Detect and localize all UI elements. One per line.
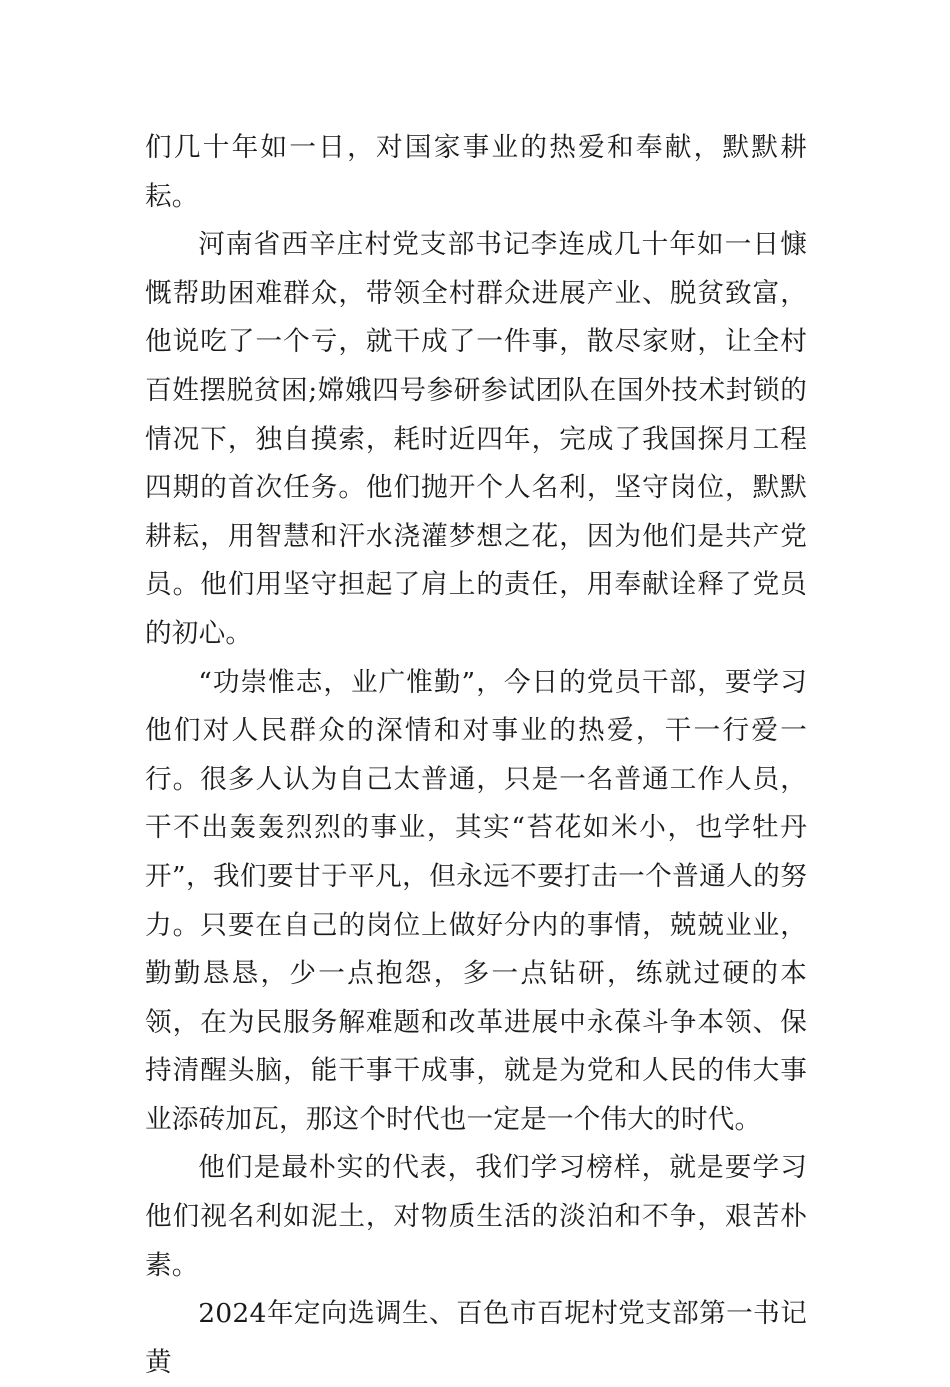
paragraph-2: 河南省西辛庄村党支部书记李连成几十年如一日慷慨帮助困难群众，带领全村群众进展产业、脱贫致富，他说吃了一个亏，就干成了一件事，散尽家财，让全村百姓摆脱贫困;嫦娥四号参研参试团队在国外技术封锁的情况下，独自摸索，耗时近四年，完成了我国探月工程四期的首次任务。他们抛开个人名利，坚守岗位，默默耕耘，用智慧和汗水浇灌梦想之花，因为他们是共产党员。他们用坚守担起了肩上的责任，用奉献诠释了党员的初心。: [145, 229, 807, 649]
paragraph-4: 他们是最朴实的代表，我们学习榜样，就是要学习他们视名利如泥土，对物质生活的淡泊和不争，艰苦朴素。: [145, 1152, 807, 1281]
paragraph-3: “功崇惟志，业广惟勤”，今日的党员干部，要学习他们对人民群众的深情和对事业的热爱，干一行爱一行。很多人认为自己太普通，只是一名普通工作人员，干不出轰轰烈烈的事业，其实“苔花如米小，也学牡丹开”，我们要甘于平凡，但永远不要打击一个普通人的努力。只要在自己的岗位上做好分内的事情，兢兢业业，勤勤恳恳，少一点抱怨，多一点钻研，练就过硬的本领，在为民服务解难题和改革进展中永葆斗争本领、保持清醒头脑，能干事干成事，就是为党和人民的伟大事业添砖加瓦，那这个时代也一定是一个伟大的时代。: [145, 666, 807, 1135]
paragraph-1: 们几十年如一日，对国家事业的热爱和奉献，默默耕耘。: [145, 132, 807, 212]
document-body: [145, 124, 807, 1387]
paragraph-5: 2024年定向选调生、百色市百坭村党支部第一书记黄: [145, 1298, 807, 1378]
